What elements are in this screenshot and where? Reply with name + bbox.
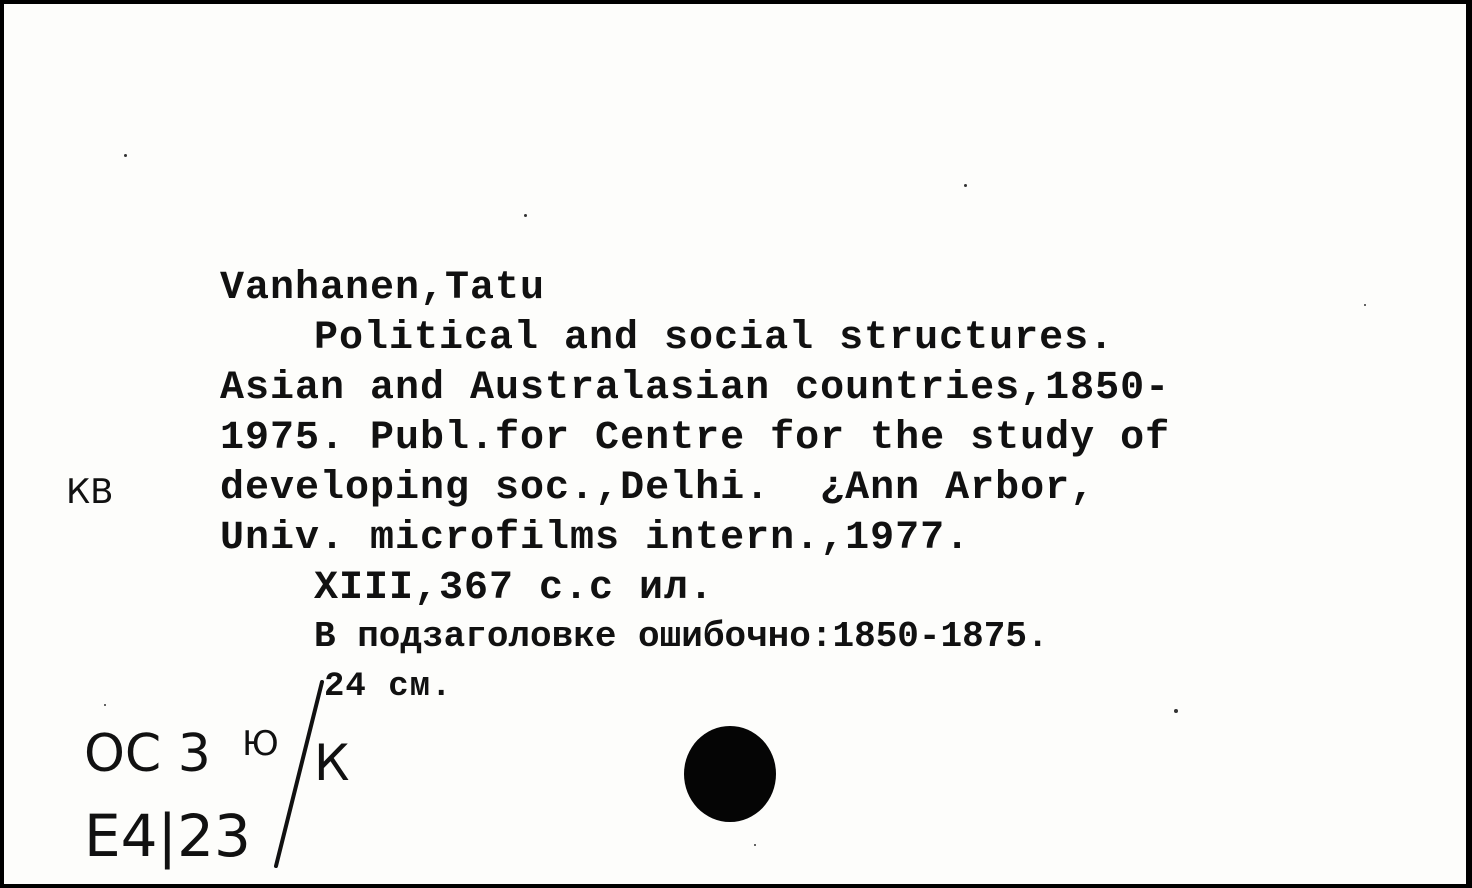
dust-speck (964, 184, 967, 187)
title-line: Asian and Australasian countries,1850- (220, 366, 1171, 411)
dust-speck (754, 844, 756, 846)
shelf-mark-line1: ОС 3 (84, 724, 211, 784)
dust-speck (524, 214, 527, 217)
shelf-mark-slash (264, 676, 334, 876)
margin-mark: КВ (66, 472, 114, 512)
shelf-mark-line2: Е4|23 (84, 802, 251, 870)
shelf-mark-fraction-bottom: К (314, 734, 350, 792)
collation: XIII,367 c.c ил. (314, 566, 715, 611)
title-line: 1975. Publ.for Centre for the study of (220, 416, 1171, 461)
title-line: developing soc.,Delhi. ¿Ann Arbor, (220, 466, 1096, 511)
catalog-card (4, 4, 1466, 884)
author-heading: Vanhanen,Tatu (220, 266, 546, 311)
title-line: Political and social structures. (314, 316, 1115, 361)
dust-speck (1364, 304, 1366, 306)
dust-speck (124, 154, 127, 157)
dust-speck (104, 704, 106, 706)
card-punch-hole (684, 726, 776, 822)
dust-speck (1174, 709, 1178, 713)
note: В подзаголовке ошибочно:1850-1875. (314, 616, 1049, 657)
size-note: 24 см. (324, 668, 453, 706)
title-line: Univ. microfilms intern.,1977. (220, 516, 971, 561)
shelf-mark-fraction-top: Ю (242, 724, 279, 764)
